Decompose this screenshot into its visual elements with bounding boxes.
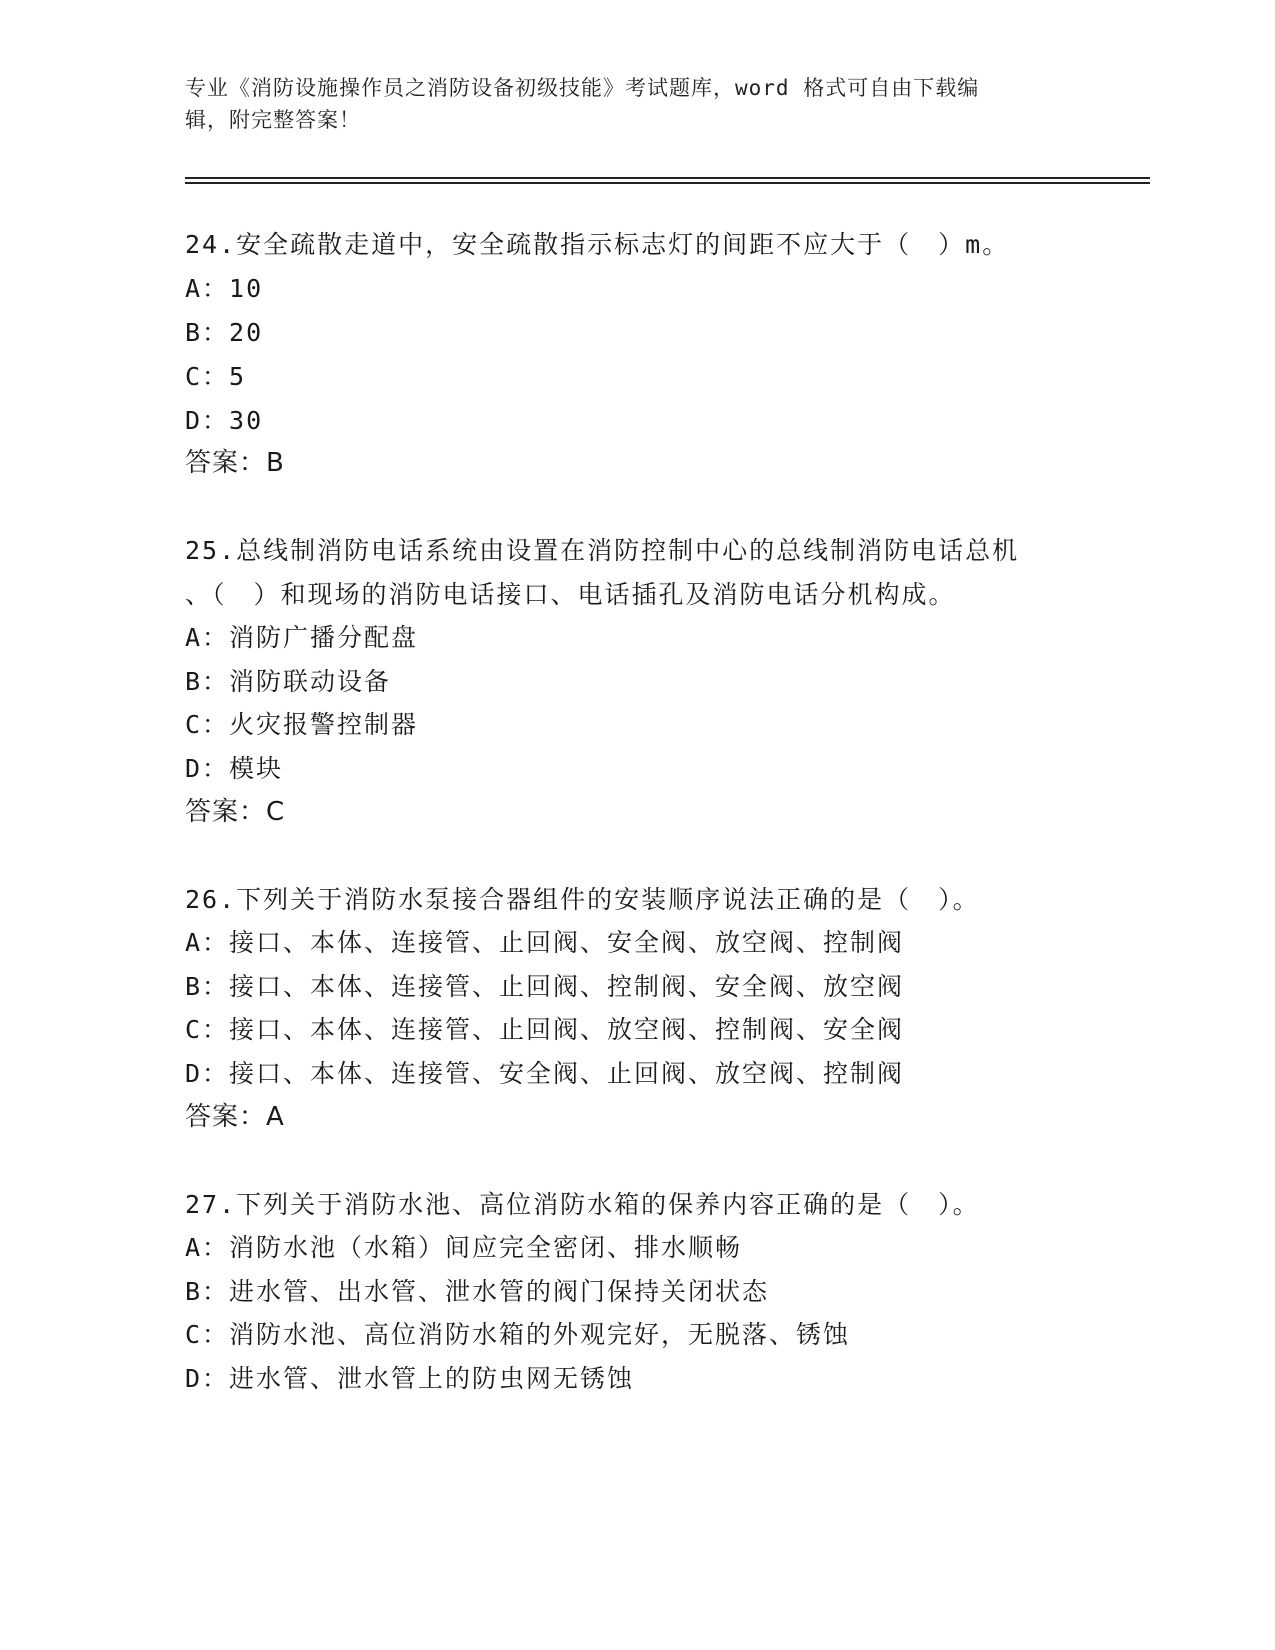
- question-26-stem: 26.下列关于消防水泵接合器组件的安装顺序说法正确的是（ ）。: [185, 885, 980, 914]
- question-25-option-b: B：消防联动设备: [185, 667, 392, 696]
- question-26-option-b: B：接口、本体、连接管、止回阀、控制阀、安全阀、放空阀: [185, 972, 905, 1001]
- header-rule-bottom: [185, 182, 1150, 184]
- question-24-option-a: A：10: [185, 274, 264, 303]
- document-header: [185, 72, 1085, 136]
- question-25-option-d: D：模块: [185, 754, 284, 783]
- question-26-option-a: A：接口、本体、连接管、止回阀、安全阀、放空阀、控制阀: [185, 928, 905, 957]
- question-25-answer: 答案：C: [185, 797, 286, 827]
- header-line-2: 辑，附完整答案！: [185, 108, 361, 132]
- question-24-option-c: C：5: [185, 362, 247, 391]
- question-26-option-c: C：接口、本体、连接管、止回阀、放空阀、控制阀、安全阀: [185, 1015, 905, 1044]
- question-26-option-d: D：接口、本体、连接管、安全阀、止回阀、放空阀、控制阀: [185, 1059, 905, 1088]
- question-25-stem-line-1: 25.总线制消防电话系统由设置在消防控制中心的总线制消防电话总机: [185, 536, 1020, 565]
- question-24-answer: 答案：B: [185, 448, 285, 478]
- question-25-stem-line-2: 、（ ）和现场的消防电话接口、电话插孔及消防电话分机构成。: [185, 580, 956, 609]
- question-25-option-c: C：火灾报警控制器: [185, 710, 419, 739]
- question-27-stem: 27.下列关于消防水池、高位消防水箱的保养内容正确的是（ ）。: [185, 1190, 980, 1219]
- header-line-1: 专业《消防设施操作员之消防设备初级技能》考试题库，word 格式可自由下载编: [185, 76, 980, 100]
- question-24-stem: 24.安全疏散走道中，安全疏散指示标志灯的间距不应大于（ ）m。: [185, 230, 1010, 259]
- question-24-option-d: D：30: [185, 406, 264, 435]
- question-27-option-d: D：进水管、泄水管上的防虫网无锈蚀: [185, 1364, 635, 1393]
- question-25-option-a: A：消防广播分配盘: [185, 623, 419, 652]
- header-rule-top: [185, 177, 1150, 179]
- question-27-option-b: B：进水管、出水管、泄水管的阀门保持关闭状态: [185, 1277, 770, 1306]
- question-24-option-b: B：20: [185, 318, 264, 347]
- question-27-option-c: C：消防水池、高位消防水箱的外观完好，无脱落、锈蚀: [185, 1320, 851, 1349]
- question-26-answer: 答案：A: [185, 1102, 285, 1132]
- question-27-option-a: A：消防水池（水箱）间应完全密闭、排水顺畅: [185, 1233, 743, 1262]
